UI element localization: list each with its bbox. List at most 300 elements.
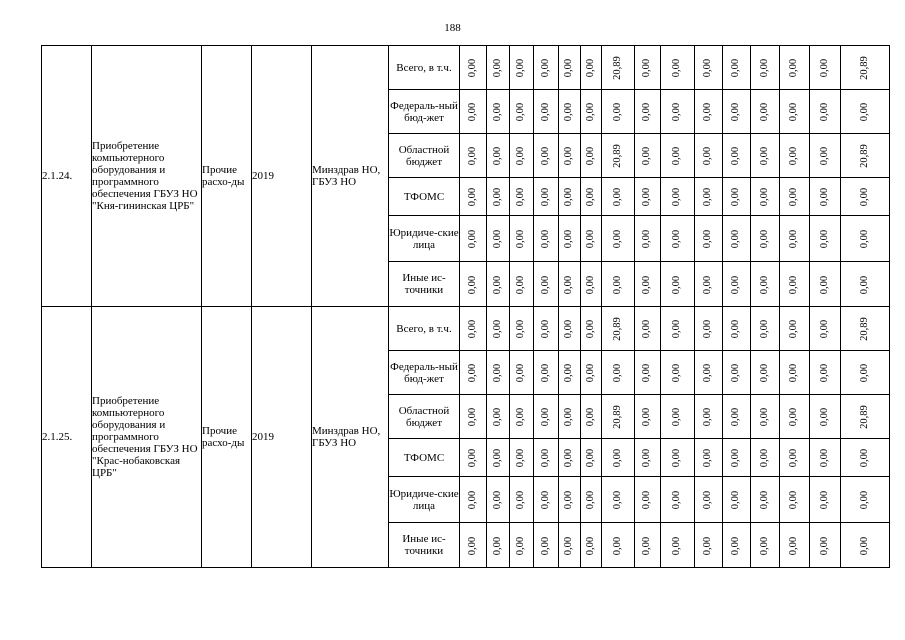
value-cell [510,523,534,568]
value-text: 0,00 [585,490,596,510]
value-cell [723,477,751,523]
value-text: 0,00 [540,146,551,166]
value-cell [780,178,810,216]
value-text: 0,00 [671,319,683,339]
value-cell [460,134,487,178]
value-text: 0,00 [702,275,714,294]
value-text: 0,00 [730,187,742,207]
value-text: 0,00 [515,187,527,207]
value-text: 0,00 [671,363,683,383]
value-text: 0,00 [467,187,478,207]
value-text: 0,00 [515,363,527,383]
value-cell [661,134,695,178]
value-text: 0,00 [641,275,653,294]
value-cell [780,307,810,351]
value-text: 0,00 [788,187,800,207]
value-text: 20,89 [859,405,870,429]
value-text: 0,00 [563,490,575,510]
value-cell [723,262,751,307]
value-text: 0,00 [759,102,770,122]
value-text: 0,00 [730,363,742,383]
value-text: 20,89 [859,144,870,168]
value-cell [751,178,780,216]
value-cell [751,216,780,262]
value-text: 0,00 [641,363,653,383]
value-cell [581,477,602,523]
value-text: 0,00 [730,58,742,78]
value-cell [751,307,780,351]
value-text: 0,00 [467,490,478,510]
value-text: 0,00 [540,490,551,510]
value-text: 0,00 [759,275,770,294]
value-cell [559,351,581,395]
value-text: 0,00 [563,319,575,339]
value-cell [810,439,841,477]
value-cell [460,523,487,568]
value-text: 0,00 [730,229,742,249]
value-text: 0,00 [515,146,527,166]
value-text: 0,00 [759,363,770,383]
value-cell [460,477,487,523]
value-cell [534,351,559,395]
funding-source: Федераль-ный бюд-жет [389,90,460,134]
value-text: 0,00 [788,146,800,166]
value-cell [841,216,890,262]
value-cell [751,439,780,477]
budget-table [41,45,890,568]
value-cell [841,439,890,477]
value-cell [780,477,810,523]
value-text: 0,00 [641,319,653,339]
value-cell [810,307,841,351]
value-text: 0,00 [515,448,527,468]
value-text: 0,00 [759,490,770,510]
value-text: 0,00 [515,229,527,249]
item-year: 2019 [252,307,312,568]
value-cell [581,262,602,307]
value-cell [751,351,780,395]
value-text: 0,00 [515,275,527,294]
value-text: 0,00 [859,536,870,555]
value-text: 0,00 [759,229,770,249]
value-cell [780,134,810,178]
value-text: 0,00 [702,146,714,166]
value-cell [635,134,661,178]
value-text: 0,00 [563,102,575,122]
value-text: 0,00 [759,536,770,555]
value-text: 0,00 [641,448,653,468]
value-text: 0,00 [492,319,503,339]
value-text: 0,00 [819,536,830,555]
value-cell [487,90,510,134]
value-cell [460,46,487,90]
value-text: 0,00 [702,229,714,249]
value-text: 0,00 [585,275,596,294]
value-cell [695,262,723,307]
value-cell [661,395,695,439]
value-cell [751,90,780,134]
value-text: 0,00 [702,102,714,122]
value-text: 0,00 [671,407,683,427]
value-cell [841,523,890,568]
value-text: 0,00 [702,187,714,207]
value-text: 0,00 [563,58,575,78]
value-cell [460,216,487,262]
value-cell [602,523,635,568]
value-cell [780,46,810,90]
value-text: 0,00 [467,448,478,468]
value-text: 0,00 [788,102,800,122]
value-cell [460,395,487,439]
value-text: 0,00 [671,58,683,78]
value-cell [635,262,661,307]
value-cell [695,134,723,178]
value-text: 0,00 [702,58,714,78]
value-cell [602,439,635,477]
value-cell [723,351,751,395]
value-text: 0,00 [563,363,575,383]
value-cell [661,46,695,90]
value-cell [810,523,841,568]
value-cell [695,178,723,216]
value-text: 0,00 [730,536,742,555]
value-text: 0,00 [641,536,653,555]
value-text: 0,00 [819,146,830,166]
value-cell [661,262,695,307]
funding-source: ТФОМС [389,178,460,216]
value-cell [602,262,635,307]
value-cell [841,90,890,134]
funding-source: Иные ис-точники [389,523,460,568]
value-text: 0,00 [702,319,714,339]
value-cell [487,523,510,568]
value-text: 0,00 [788,407,800,427]
value-cell [635,216,661,262]
value-text: 20,89 [612,317,623,341]
value-cell [780,262,810,307]
value-cell [510,439,534,477]
value-text: 0,00 [585,146,596,166]
value-cell [559,395,581,439]
value-cell [661,178,695,216]
value-text: 0,00 [641,490,653,510]
value-text: 0,00 [540,275,551,294]
value-cell [460,307,487,351]
value-text: 0,00 [612,363,623,383]
value-text: 0,00 [612,490,623,510]
value-cell [487,46,510,90]
value-text: 0,00 [563,407,575,427]
value-cell [810,262,841,307]
value-cell [581,46,602,90]
value-text: 0,00 [585,536,596,555]
value-text: 0,00 [730,146,742,166]
value-cell [559,477,581,523]
value-cell [723,90,751,134]
value-text: 0,00 [730,407,742,427]
funding-source: Федераль-ный бюд-жет [389,351,460,395]
value-text: 0,00 [759,187,770,207]
value-cell [487,262,510,307]
value-text: 0,00 [702,448,714,468]
value-text: 0,00 [492,536,503,555]
value-cell [810,134,841,178]
value-text: 0,00 [788,319,800,339]
value-text: 0,00 [641,146,653,166]
value-text: 0,00 [515,407,527,427]
value-text: 0,00 [819,187,830,207]
value-cell [460,262,487,307]
value-cell [487,307,510,351]
value-text: 0,00 [759,407,770,427]
value-cell [581,395,602,439]
value-cell [510,351,534,395]
value-text: 0,00 [540,536,551,555]
value-cell [841,178,890,216]
value-cell [487,395,510,439]
value-text: 0,00 [859,363,870,383]
value-text: 0,00 [467,536,478,555]
value-cell [661,523,695,568]
value-text: 0,00 [730,448,742,468]
value-text: 0,00 [788,275,800,294]
value-cell [534,439,559,477]
value-text: 20,89 [859,56,870,80]
value-text: 0,00 [540,187,551,207]
funding-source: Областной бюджет [389,134,460,178]
value-cell [460,90,487,134]
value-cell [635,395,661,439]
value-cell [602,307,635,351]
value-cell [810,178,841,216]
value-cell [559,134,581,178]
value-text: 0,00 [788,490,800,510]
value-text: 0,00 [671,102,683,122]
value-text: 0,00 [641,407,653,427]
value-text: 0,00 [819,58,830,78]
value-cell [661,351,695,395]
value-cell [841,395,890,439]
funding-source: Юридиче-ские лица [389,477,460,523]
value-text: 0,00 [612,448,623,468]
value-text: 0,00 [859,275,870,294]
value-cell [751,46,780,90]
value-cell [510,178,534,216]
funding-source: ТФОМС [389,439,460,477]
value-cell [635,439,661,477]
item-executor: Минздрав НО, ГБУЗ НО [312,307,389,568]
value-text: 0,00 [859,490,870,510]
value-text: 0,00 [759,319,770,339]
value-cell [751,134,780,178]
item-name: Приобретение компьютерного оборудования и программного обеспечения ГБУЗ НО "Крас-нобаковская ЦРБ" [92,307,202,568]
value-cell [695,523,723,568]
value-cell [510,262,534,307]
table-row [42,46,890,90]
value-cell [810,46,841,90]
value-cell [810,351,841,395]
table-row [42,307,890,351]
value-cell [841,134,890,178]
value-text: 0,00 [585,448,596,468]
value-cell [581,134,602,178]
value-cell [581,523,602,568]
value-cell [602,46,635,90]
value-text: 0,00 [492,229,503,249]
value-cell [723,134,751,178]
value-cell [559,46,581,90]
value-cell [695,351,723,395]
value-cell [534,477,559,523]
value-cell [534,262,559,307]
value-text: 0,00 [585,363,596,383]
value-cell [510,90,534,134]
value-cell [723,439,751,477]
value-cell [841,262,890,307]
value-text: 0,00 [641,187,653,207]
value-cell [661,307,695,351]
value-text: 0,00 [492,407,503,427]
value-cell [559,439,581,477]
expense-type: Прочие расхо-ды [202,307,252,568]
value-cell [581,216,602,262]
value-text: 0,00 [563,187,575,207]
value-cell [460,351,487,395]
page-number: 188 [444,22,461,34]
value-cell [534,178,559,216]
value-text: 0,00 [788,363,800,383]
value-cell [534,134,559,178]
value-cell [635,178,661,216]
value-cell [602,90,635,134]
value-cell [723,523,751,568]
value-text: 0,00 [467,407,478,427]
value-cell [460,439,487,477]
value-cell [487,439,510,477]
value-cell [559,307,581,351]
value-cell [534,46,559,90]
item-name: Приобретение компьютерного оборудования и программного обеспечения ГБУЗ НО "Кня-гининская ЦРБ" [92,46,202,307]
value-cell [602,178,635,216]
value-cell [559,523,581,568]
value-cell [695,307,723,351]
value-text: 0,00 [819,363,830,383]
value-text: 0,00 [788,229,800,249]
value-text: 0,00 [492,490,503,510]
value-cell [780,90,810,134]
value-cell [559,178,581,216]
value-text: 0,00 [671,275,683,294]
value-cell [723,216,751,262]
value-cell [581,439,602,477]
value-text: 0,00 [671,229,683,249]
value-text: 0,00 [467,229,478,249]
value-cell [841,351,890,395]
value-cell [559,262,581,307]
value-cell [780,216,810,262]
value-text: 0,00 [641,102,653,122]
value-cell [780,351,810,395]
value-text: 0,00 [540,229,551,249]
value-text: 0,00 [585,319,596,339]
value-text: 0,00 [515,536,527,555]
value-text: 0,00 [859,229,870,249]
value-text: 0,00 [702,407,714,427]
value-cell [487,178,510,216]
value-cell [635,46,661,90]
value-cell [751,523,780,568]
value-text: 0,00 [788,58,800,78]
value-cell [723,395,751,439]
value-cell [695,395,723,439]
value-text: 0,00 [585,58,596,78]
value-text: 20,89 [612,144,623,168]
value-cell [510,134,534,178]
value-cell [559,216,581,262]
value-cell [581,178,602,216]
funding-source: Иные ис-точники [389,262,460,307]
value-cell [602,134,635,178]
value-text: 0,00 [641,58,653,78]
value-text: 0,00 [612,536,623,555]
value-text: 0,00 [671,187,683,207]
value-text: 0,00 [467,275,478,294]
value-text: 0,00 [819,448,830,468]
value-text: 0,00 [702,490,714,510]
value-cell [695,216,723,262]
value-cell [510,395,534,439]
value-cell [695,477,723,523]
value-text: 0,00 [585,229,596,249]
value-cell [581,351,602,395]
value-cell [635,90,661,134]
funding-source: Всего, в т.ч. [389,307,460,351]
value-text: 0,00 [492,275,503,294]
value-text: 0,00 [467,102,478,122]
value-text: 0,00 [612,102,623,122]
value-cell [534,216,559,262]
value-cell [695,439,723,477]
value-cell [487,216,510,262]
value-text: 0,00 [671,146,683,166]
value-text: 20,89 [859,317,870,341]
value-text: 0,00 [730,102,742,122]
value-cell [810,90,841,134]
value-cell [780,395,810,439]
value-cell [723,307,751,351]
value-text: 0,00 [563,229,575,249]
value-cell [487,351,510,395]
value-cell [695,90,723,134]
value-text: 0,00 [819,229,830,249]
value-text: 0,00 [730,275,742,294]
value-cell [510,477,534,523]
value-cell [460,178,487,216]
value-text: 0,00 [730,490,742,510]
value-text: 0,00 [540,448,551,468]
item-year: 2019 [252,46,312,307]
value-cell [602,351,635,395]
value-text: 0,00 [585,187,596,207]
value-cell [487,477,510,523]
value-cell [534,307,559,351]
value-text: 0,00 [759,448,770,468]
value-cell [487,134,510,178]
value-cell [602,477,635,523]
value-text: 0,00 [540,58,551,78]
value-cell [635,523,661,568]
value-cell [581,90,602,134]
